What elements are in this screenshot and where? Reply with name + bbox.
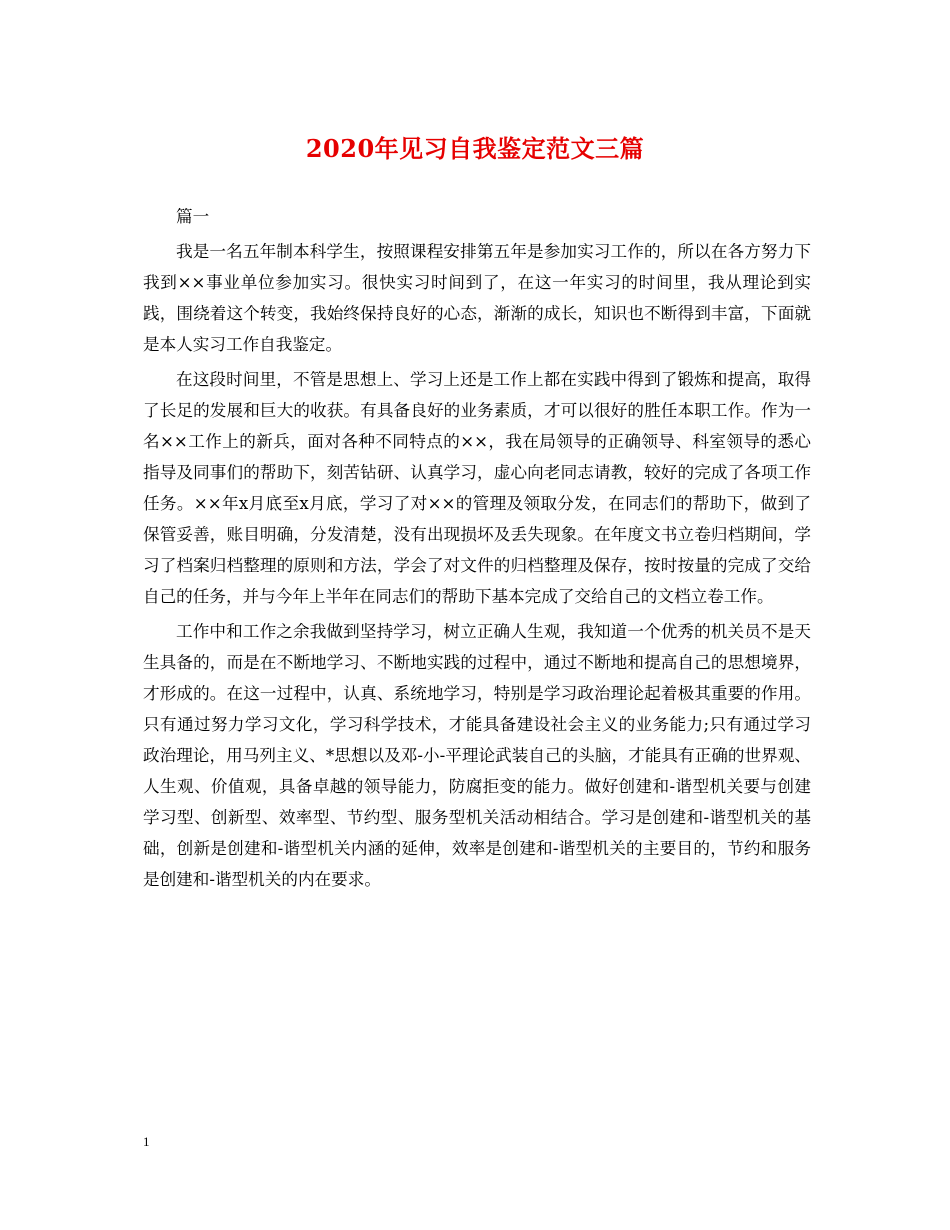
section-heading: 篇一 [176, 207, 210, 226]
page-number: 1 [143, 1134, 150, 1149]
document-title: 2020年见习自我鉴定范文三篇 [305, 134, 645, 163]
body-paragraph-1: 我是一名五年制本科学生，按照课程安排第五年是参加实习工作的，所以在各方努力下我到××事业单位参加实习。很快实习时间到了，在这一年实习的时间里，我从理论到实践，围绕着这个转变，我始终保持良好的心态，渐渐的成长，知识也不断得到丰富，下面就是本人实习工作自我鉴定。 [143, 242, 811, 354]
body-paragraph-2: 在这段时间里，不管是思想上、学习上还是工作上都在实践中得到了锻炼和提高，取得了长足的发展和巨大的收获。有具备良好的业务素质，才可以很好的胜任本职工作。作为一名××工作上的新兵，面对各种不同特点的××，我在局领导的正确领导、科室领导的悉心指导及同事们的帮助下，刻苦钻研、认真学习，虚心向老同志请教，较好的完成了各项工作任务。××年x月底至x月底，学习了对××的管理及领取分发，在同志们的帮助下，做到了保管妥善，账目明确，分发清楚，没有出现损坏及丢失现象。在年度文书立卷归档期间，学习了档案归档整理的原则和方法，学会了对文件的归档整理及保存，按时按量的完成了交给自己的任务，并与今年上半年在同志们的帮助下基本完成了交给自己的文档立卷工作。 [143, 370, 811, 606]
body-paragraph-3: 工作中和工作之余我做到坚持学习，树立正确人生观，我知道一个优秀的机关员不是天生具备的，而是在不断地学习、不断地实践的过程中，通过不断地和提高自己的思想境界，才形成的。在这一过程中，认真、系统地学习，特别是学习政治理论起着极其重要的作用。只有通过努力学习文化，学习科学技术，才能具备建设社会主义的业务能力;只有通过学习政治理论，用马列主义、*思想以及邓-小-平理论武装自己的头脑，才能具有正确的世界观、人生观、价值观，具备卓越的领导能力，防腐拒变的能力。做好创建和-谐型机关要与创建学习型、创新型、效率型、节约型、服务型机关活动相结合。学习是创建和-谐型机关的基础，创新是创建和-谐型机关内涵的延伸，效率是创建和-谐型机关的主要目的，节约和服务是创建和-谐型机关的内在要求。 [143, 622, 811, 889]
document-body [143, 201, 811, 899]
